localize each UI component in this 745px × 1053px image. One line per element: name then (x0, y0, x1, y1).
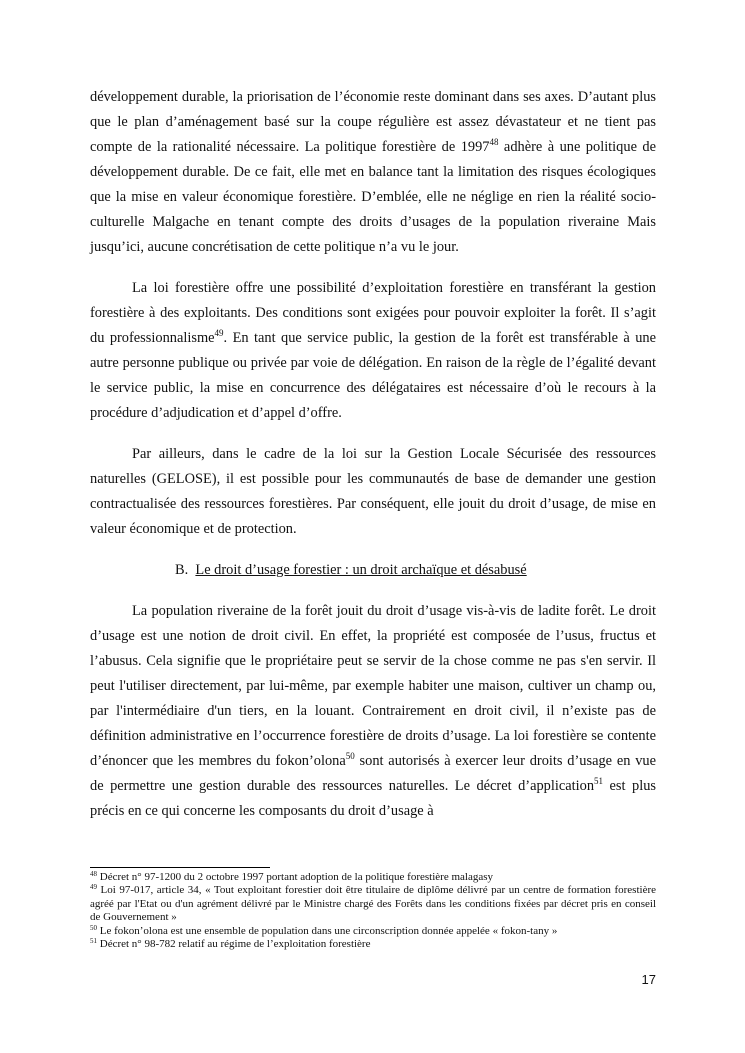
footnote-separator (90, 867, 270, 868)
page-number: 17 (641, 972, 656, 987)
footnote-51: $^{51}$ Décret n° 98-782 relatif au régime de l’exploitation forestière (90, 937, 371, 951)
footnote-ref-49: 49 (214, 328, 224, 338)
paragraph-1: développement durable, la priorisation de l’économie reste dominant dans ses axes. D’autant plus que le plan d’aménagement basé sur la coupe régulière est assez dévastateur et ne tient pas compte de la rationalité nécessaire. La politique forestière de 1997$^{48}$ adhère à une politique de développement durable. De ce fait, elle met en balance tant la limitation des risques écologiques que la mise en valeur économique forestière. D’emblée, elle ne néglige en rien la réalité socio-culturelle Malgache en tenant compte des droits d’usages de la population riveraine Mais jusqu’ici, aucune concrétisation de cette politique n’a vu le jour. (90, 89, 656, 255)
footnote-ref-51: 51 (594, 776, 604, 786)
footnote-50: $^{50}$ Le fokon’olona est une ensemble de population dans une circonscription donnée appelée « fokon-tany » (90, 923, 558, 937)
footnote-ref-48: 48 (489, 137, 499, 147)
footnote-48: $^{48}$ Décret n° 97-1200 du 2 octobre 1997 portant adoption de la politique forestière malagasy (90, 870, 494, 883)
section-title: Le droit d’usage forestier : un droit archaïque et désabusé (195, 562, 527, 578)
body-text (90, 85, 656, 840)
footnote-49: $^{49}$ Loi 97-017, article 34, « Tout exploitant forestier doit être titulaire de diplôme délivré par un centre de formation forestière agréé par l'Etat ou d'un agrément délivré par le Ministre chargé des Forêts dans les conditions fixées par décret pris en conseil de Gouvernement » (90, 883, 656, 924)
paragraph-2: La loi forestière offre une possibilité d’exploitation forestière en transférant la gestion forestière à des exploitants. Des conditions sont exigées pour pouvoir exploiter la forêt. Il s’agit du professionnalisme$^{49}$. En tant que service public, la gestion de la forêt est transférable à une autre personne publique ou privée par voie de délégation. En raison de la règle de l’égalité devant le service public, la mise en concurrence des délégataires est nécessaire d’où le recours à la procédure d’adjudication et d’appel d’offre. (90, 280, 657, 421)
footnotes (90, 871, 656, 951)
section-heading (90, 558, 656, 583)
footnote-ref-50: 50 (345, 751, 355, 761)
paragraph-3: Par ailleurs, dans le cadre de la loi sur la Gestion Locale Sécurisée des ressources naturelles (GELOSE), il est possible pour les communautés de base de demander une gestion contractualisée des ressources forestières. Par conséquent, elle jouit du droit d’usage, de mise en valeur économique et de protection. (90, 446, 656, 537)
section-marker: B. (175, 562, 189, 578)
paragraph-4: La population riveraine de la forêt jouit du droit d’usage vis-à-vis de ladite forêt. Le droit d’usage est une notion de droit civil. En effet, la propriété est composée de l’usus, fructus et l’abusus. Cela signifie que le propriétaire peut se servir de la chose comme ne pas s'en servir. Il peut l'utiliser directement, par lui-même, par exemple habiter une maison, cultiver un champ ou, par l'intermédiaire d'un tiers, en la louant. Contrairement en droit civil, il n’existe pas de définition administrative en l’occurrence forestière de droits d’usage. La loi forestière se contente d’énoncer que les membres du fokon’olona$^{50}$ sont autorisés à exercer leur droits d’usage en vue de permettre une gestion durable des ressources naturelles. Le décret d’application$^{51}$ est plus précis en ce qui concerne les composants du droit d’usage à (90, 603, 656, 819)
